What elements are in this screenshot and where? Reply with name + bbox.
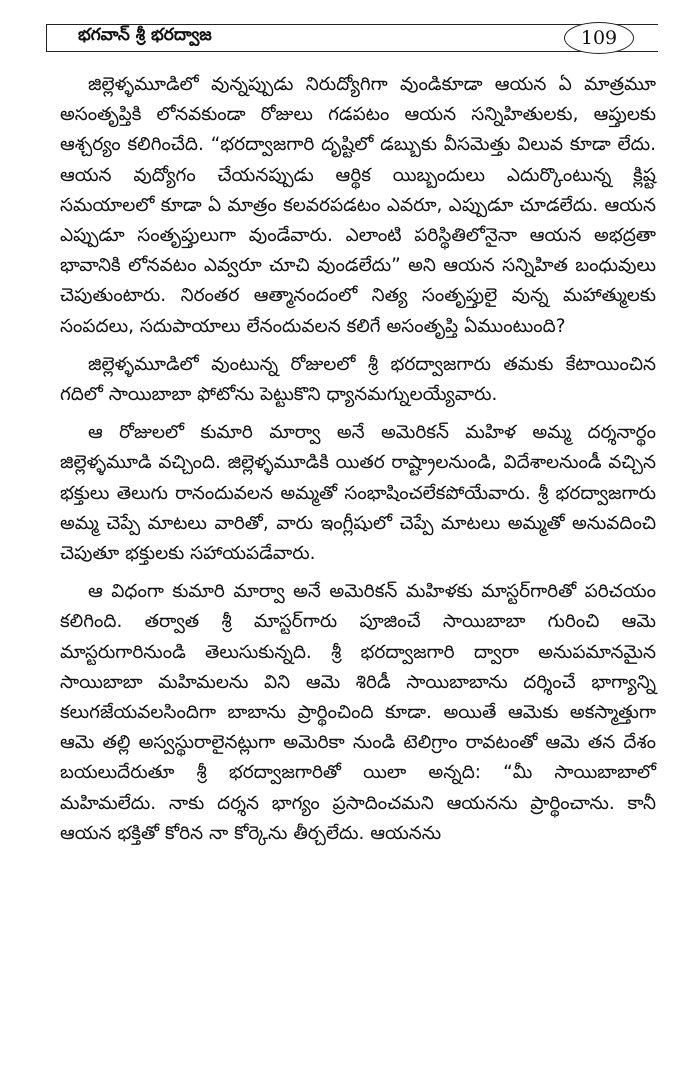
paragraph-4: ఆ విధంగా కుమారి మార్వా అనే అమెరికన్ మహిళకు మాస్టర్‌గారితో పరిచయం కలిగింది. తర్వాత శ్రీ మాస్టర్‌గారు పూజించే సాయిబాబా గురించి ఆమె మాస్టరుగారినుండి తెలుసుకున్నది. శ్రీ భరద్వాజగారి ద్వారా అనుపమానమైన సాయిబాబా మహిమలను విని ఆమె శిరిడీ సాయిబాబాను దర్శించే భాగ్యాన్ని కలుగజేయవలసిందిగా బాబాను ప్రార్థించింది కూడా. అయితే ఆమెకు అకస్మాత్తుగా ఆమె తల్లి అస్వస్థురాలైనట్లుగా అమెరికా నుండి టెలిగ్రాం రావటంతో ఆమె తన దేశం బయలుదేరుతూ శ్రీ భరద్వాజగారితో యిలా అన్నది: “మీ సాయిబాబాలో మహిమలేదు. నాకు దర్శన భాగ్యం ప్రసాదించమని ఆయనను ప్రార్థించాను. కానీ ఆయన భక్తితో కోరిన నా కోర్కెను తీర్చలేదు. ఆయనను bbox=[60, 581, 656, 844]
page-header bbox=[46, 22, 658, 56]
running-title: భగవాన్ శ్రీ భరద్వాజ bbox=[78, 25, 212, 45]
paragraph-2: జిల్లెళ్ళమూడిలో వుంటున్న రోజులలో శ్రీ భరద్వాజగారు తమకు కేటాయించిన గదిలో సాయిబాబా ఫోటోను పెట్టుకొని ధ్యానమగ్నులయ్యేవారు. bbox=[60, 353, 656, 406]
body-text bbox=[60, 70, 656, 857]
paragraph-1: జిల్లెళ్ళమూడిలో వున్నప్పుడు నిరుద్యోగిగా వుండికూడా ఆయన ఏ మాత్రమూ అసంతృప్తికి లోనవకుండా రోజులు గడపటం ఆయన సన్నిహితులకు, ఆప్తులకు ఆశ్చర్యం కలిగించేది. “భరద్వాజగారి దృష్టిలో డబ్బుకు వీసమెత్తు విలువ కూడా లేదు. ఆయన వుద్యోగం చేయనప్పుడు ఆర్థిక యిబ్బందులు ఎదుర్కొంటున్న క్లిష్ట సమయాలలో కూడా ఏ మాత్రం కలవరపడటం ఎవరూ, ఎప్పుడూ చూడలేదు. ఆయన ఎప్పుడూ సంతృప్తులుగా వుండేవారు. ఎలాంటి పరిస్థితిలోనైనా ఆయన అభద్రతా భావానికి లోనవటం ఎవ్వరూ చూచి వుండలేదు” అని ఆయన సన్నిహిత బంధువులు చెపుతుంటారు. నిరంతర ఆత్మానందంలో నిత్య సంతృప్తులై వున్న మహాత్ములకు సంపదలు, సదుపాయాలు లేనందువలన కలిగే అసంతృప్తి ఏముంటుంది? bbox=[60, 74, 656, 337]
paragraph-3: ఆ రోజులలో కుమారి మార్వా అనే అమెరికన్ మహిళ అమ్మ దర్శనార్థం జిల్లెళ్ళమూడి వచ్చింది. జిల్లెళ్ళమూడికి యితర రాష్ట్రాలనుండి, విదేశాలనుండీ వచ్చిన భక్తులు తెలుగు రానందువలన అమ్మతో సంభాషించలేకపోయేవారు. శ్రీ భరద్వాజగారు అమ్మ చెప్పే మాటలు వారితో, వారు ఇంగ్లీషులో చెప్పే మాటలు అమ్మతో అనువదించి చెపుతూ భక్తులకు సహాయపడేవారు. bbox=[60, 422, 656, 565]
header-bottom-rule bbox=[46, 51, 658, 52]
header-left-rule bbox=[46, 24, 47, 51]
page-number: 109 bbox=[564, 22, 634, 54]
